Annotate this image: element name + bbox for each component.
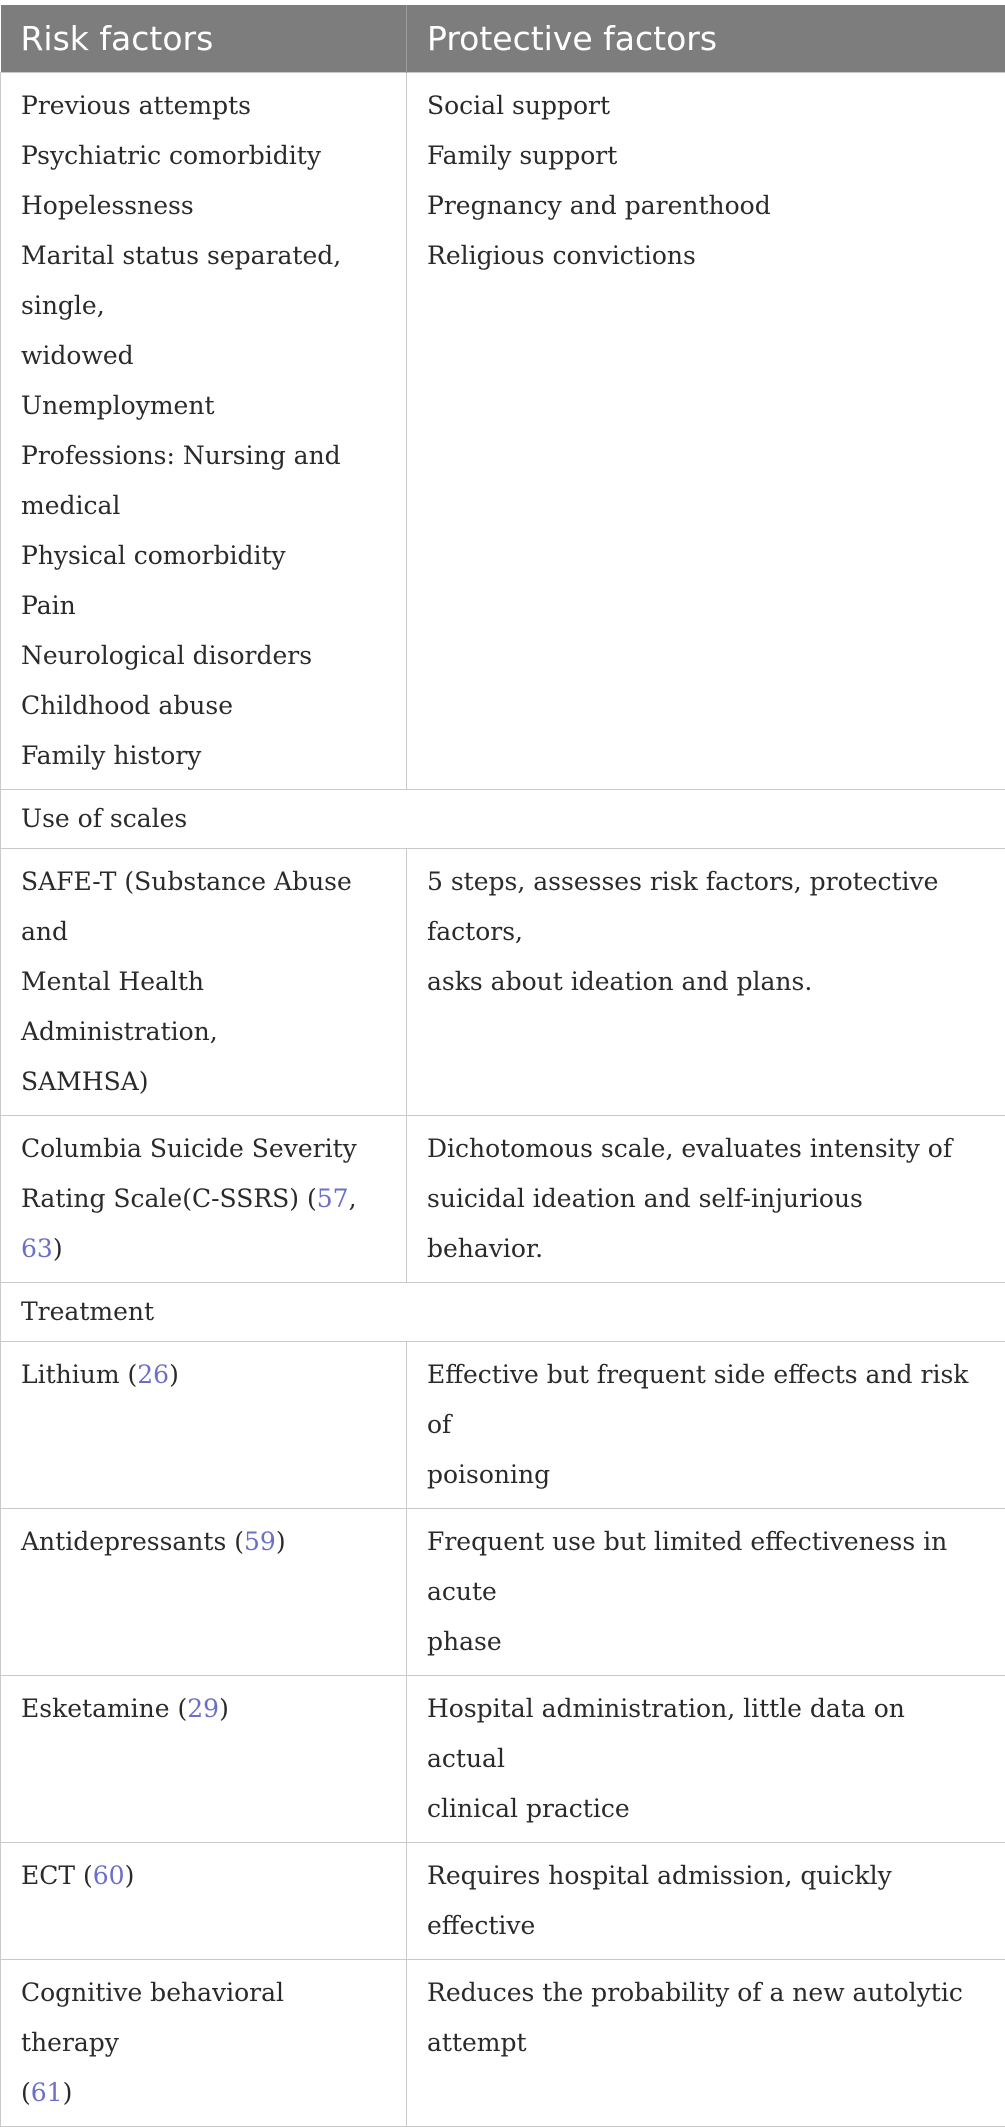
- list-item: medical: [21, 481, 386, 531]
- treatment-name: ECT: [21, 1861, 75, 1890]
- treatment-desc-line: Effective but frequent side effects and risk of: [427, 1350, 985, 1450]
- table-row: [1, 1342, 1005, 1509]
- protective-factors-cell: [407, 73, 1005, 790]
- list-item: Neurological disorders: [21, 631, 386, 681]
- treatment-name-cell: [1, 1509, 407, 1676]
- treatment-name-cell: [1, 1342, 407, 1509]
- scale-name-line: Columbia Suicide Severity: [21, 1124, 386, 1174]
- list-item: Social support: [427, 81, 985, 131]
- table-row: [1, 1116, 1005, 1283]
- table-row: [1, 73, 1005, 790]
- treatment-name-line: [21, 1350, 386, 1400]
- treatment-name-line: [21, 1517, 386, 1567]
- list-item: Hopelessness: [21, 181, 386, 231]
- scale-name-line: [21, 1174, 386, 1274]
- ref-close: ): [53, 1234, 63, 1263]
- reference-link[interactable]: 60: [93, 1861, 125, 1890]
- treatment-desc-line: Reduces the probability of a new autolytic: [427, 1968, 985, 2018]
- risk-factors-cell: [1, 73, 407, 790]
- scale-name-cell: [1, 1116, 407, 1283]
- table-row: [1, 849, 1005, 1116]
- section-row-treatment: [1, 1283, 1005, 1342]
- reference-link[interactable]: 59: [244, 1527, 276, 1556]
- list-item: Physical comorbidity: [21, 531, 386, 581]
- treatment-desc-cell: [407, 1342, 1005, 1509]
- header-risk-factors: Risk factors: [1, 5, 407, 73]
- ref-separator: ,: [349, 1184, 357, 1213]
- reference-link[interactable]: 26: [137, 1360, 169, 1389]
- treatment-name: Antidepressants: [21, 1527, 226, 1556]
- treatment-name: Esketamine: [21, 1694, 170, 1723]
- scale-name-line: SAMHSA): [21, 1057, 386, 1107]
- ref-open: (: [226, 1527, 244, 1556]
- table-row: [1, 1676, 1005, 1843]
- list-item: Marital status separated, single,: [21, 231, 386, 331]
- table-row: [1, 1843, 1005, 1960]
- section-title-treatment: Treatment: [1, 1283, 1005, 1342]
- list-item: Childhood abuse: [21, 681, 386, 731]
- ref-close: ): [125, 1861, 135, 1890]
- treatment-name-line: [21, 2068, 386, 2118]
- treatment-name-line: Cognitive behavioral therapy: [21, 1968, 386, 2068]
- scale-desc-line: asks about ideation and plans.: [427, 957, 985, 1007]
- treatment-desc-line: poisoning: [427, 1450, 985, 1500]
- treatment-desc-line: phase: [427, 1617, 985, 1667]
- ref-open: (: [120, 1360, 138, 1389]
- ref-close: ): [63, 2078, 73, 2107]
- reference-link[interactable]: 29: [187, 1694, 219, 1723]
- treatment-name: Lithium: [21, 1360, 120, 1389]
- list-item: Family support: [427, 131, 985, 181]
- table-header-row: [1, 5, 1005, 73]
- ref-close: ): [276, 1527, 286, 1556]
- ref-open: (: [170, 1694, 188, 1723]
- scale-name-cell: [1, 849, 407, 1116]
- treatment-desc-cell: [407, 1960, 1005, 2127]
- treatment-name-cell: [1, 1843, 407, 1960]
- list-item: Professions: Nursing and: [21, 431, 386, 481]
- treatment-desc-cell: [407, 1676, 1005, 1843]
- reference-link[interactable]: 63: [21, 1234, 53, 1263]
- scale-name-line: SAFE-T (Substance Abuse and: [21, 857, 386, 957]
- reference-link[interactable]: 61: [31, 2078, 63, 2107]
- factors-table: [0, 5, 1005, 2127]
- scale-desc-line: Dichotomous scale, evaluates intensity of: [427, 1124, 985, 1174]
- treatment-desc-cell: [407, 1843, 1005, 1960]
- scale-name-line: Mental Health Administration,: [21, 957, 386, 1057]
- section-row-scales: [1, 790, 1005, 849]
- list-item: Unemployment: [21, 381, 386, 431]
- treatment-name-cell: [1, 1676, 407, 1843]
- header-protective-factors: Protective factors: [407, 5, 1005, 73]
- scale-name-text: Rating Scale(C-SSRS) (: [21, 1184, 317, 1213]
- list-item: Pregnancy and parenthood: [427, 181, 985, 231]
- treatment-desc-line: Frequent use but limited effectiveness in acute: [427, 1517, 985, 1617]
- scale-desc-cell: [407, 1116, 1005, 1283]
- treatment-name-line: [21, 1851, 386, 1901]
- treatment-desc-cell: [407, 1509, 1005, 1676]
- list-item: widowed: [21, 331, 386, 381]
- treatment-desc-line: attempt: [427, 2018, 985, 2068]
- ref-open: (: [21, 2078, 31, 2107]
- ref-open: (: [75, 1861, 93, 1890]
- ref-close: ): [219, 1694, 229, 1723]
- ref-close: ): [169, 1360, 179, 1389]
- list-item: Pain: [21, 581, 386, 631]
- scale-desc-cell: [407, 849, 1005, 1116]
- list-item: Psychiatric comorbidity: [21, 131, 386, 181]
- reference-link[interactable]: 57: [317, 1184, 349, 1213]
- scale-desc-line: suicidal ideation and self-injurious behavior.: [427, 1174, 985, 1274]
- section-title-scales: Use of scales: [1, 790, 1005, 849]
- list-item: Religious convictions: [427, 231, 985, 281]
- table-row: [1, 1960, 1005, 2127]
- treatment-desc-line: Hospital administration, little data on actual: [427, 1684, 985, 1784]
- list-item: Previous attempts: [21, 81, 386, 131]
- list-item: Family history: [21, 731, 386, 781]
- treatment-desc-line: Requires hospital admission, quickly effective: [427, 1851, 985, 1951]
- table-row: [1, 1509, 1005, 1676]
- scale-desc-line: 5 steps, assesses risk factors, protective factors,: [427, 857, 985, 957]
- treatment-desc-line: clinical practice: [427, 1784, 985, 1834]
- treatment-name-line: [21, 1684, 386, 1734]
- treatment-name-cell: [1, 1960, 407, 2127]
